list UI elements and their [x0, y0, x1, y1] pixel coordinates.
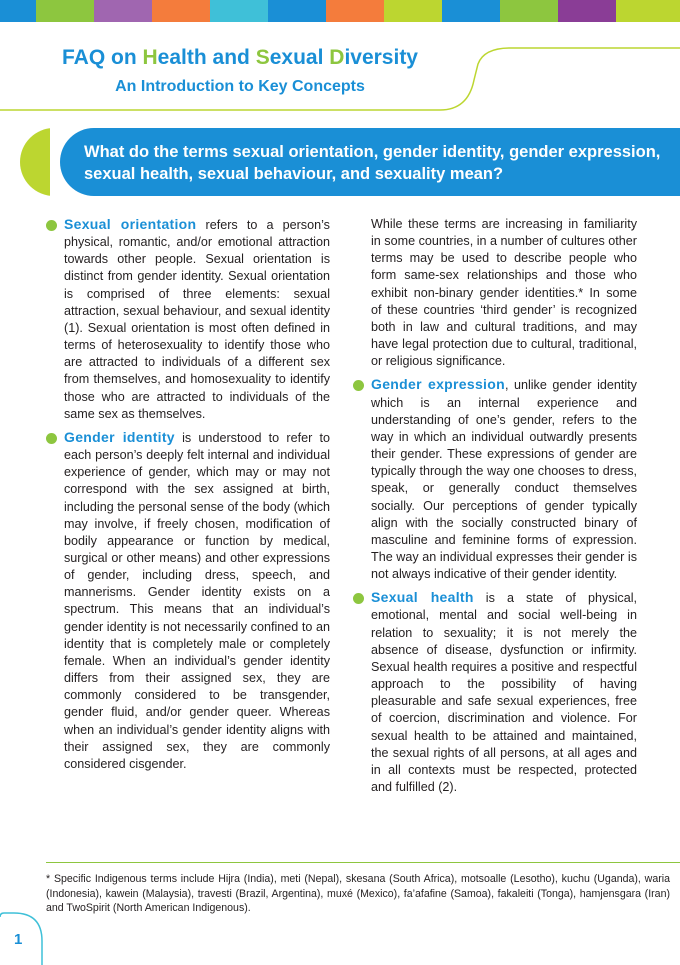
term-sexual-health — [353, 589, 637, 796]
term-definition: refers to a person’s physical, romantic, and/or emotional attraction towards other people. Sexual orientation is distinct from gender identity. Sexual orientation is comprised of three elements: sexual attraction, sexual behaviour, and sexual identity (1). Sexual orientation is most often defined in terms of heterosexuality to identify those who are attracted to individuals of a different sex from themselves, and homosexuality to identify those who are attracted to individuals of the same sex as themselves. — [64, 218, 330, 421]
page-title — [0, 44, 480, 72]
page-subtitle: An Introduction to Key Concepts — [115, 78, 365, 95]
bullet-dot-icon — [46, 433, 57, 444]
title-initial: D — [329, 46, 345, 69]
title-text: iversity — [344, 46, 418, 69]
term-name: Sexual orientation — [64, 216, 197, 232]
gender-identity-continuation: While these terms are increasing in familiarity in some countries, in a number of cultures other terms may be used to describe people who form same-sex relationships and those who exhibit non-binary gender identities.* In some of these countries ‘third gender’ is recognized both in law and cultural traditions, and may have legal protection due to cultural, traditional, or religious significance. — [371, 217, 637, 369]
title-text: ealth and — [157, 46, 256, 69]
page-corner-decoration — [0, 905, 60, 965]
title-text: exual — [269, 46, 330, 69]
term-definition: is a state of physical, emotional, mental and social well-being in relation to sexuality; it is not merely the absence of disease, dysfunction or infirmity. Sexual health requires a positive and respectful approach to the possibility of having pleasurable and safe sexual experiences, free of coercion, discrimination and violence. For sexual health to be attained and maintained, the sexual rights of all persons, at all ages and in all contexts must be respected, protected and fulfilled (2). — [371, 591, 637, 794]
footnote-divider — [46, 862, 680, 863]
title-block — [0, 44, 480, 98]
term-sexual-orientation — [46, 216, 330, 423]
title-text: FAQ on — [62, 46, 143, 69]
left-column — [46, 216, 330, 779]
term-name: Gender expression — [371, 376, 505, 393]
term-name: Sexual health — [371, 589, 474, 606]
title-initial: S — [255, 46, 270, 69]
page-number: 1 — [14, 931, 23, 948]
bullet-dot-icon — [46, 220, 57, 231]
right-column — [353, 216, 637, 802]
bullet-dot-icon — [353, 380, 364, 391]
title-initial: H — [142, 46, 158, 69]
footnote: * Specific Indigenous terms include Hijra (India), meti (Nepal), skesana (South Africa), motsoalle (Lesotho), kuchu (Uganda), waria (Indonesia), kawein (Malaysia), travesti (Brazil, Argentina), muxé (Mexico), fa’afafine (Samoa), fakaleiti (Tonga), hamjensgara (Iran) and TwoSpirit (North American Indigenous). — [46, 873, 670, 914]
term-gender-identity — [46, 429, 330, 773]
term-gender-expression — [353, 376, 637, 583]
question-heading: What do the terms sexual orientation, gender identity, gender expression, sexual health, sexual behaviour, and sexuality mean? — [84, 143, 661, 183]
bullet-dot-icon — [353, 593, 364, 604]
term-definition: is understood to refer to each person’s deeply felt internal and individual experience of gender, which may or may not correspond with the sex assigned at birth, including the personal sense of the body (which may involve, if freely chosen, modification of bodily appearance or function by medical, surgical or other means) and other expressions of gender, including dress, speech, and mannerisms. Gender identity exists on a spectrum. This means that an individual’s gender identity is not necessarily confined to an identity that is completely male or completely female. When an individual’s gender identity differs from their assigned sex, they are commonly considered to be transgender, gender fluid, and/or gender queer. Whereas when an individual’s gender identity aligns with their assigned sex, they are commonly considered cisgender. — [64, 430, 330, 771]
term-definition: , unlike gender identity which is an internal experience and understanding of one’s gender, refers to the way in which an individual outwardly presents their gender. These expressions of gender are typically through the way one chooses to dress, speak, or generally conduct themselves socially. Our perceptions of gender typically align with the socially constructed binary of masculine and feminine forms of expression. The way an individual expresses their gender is not always indicative of their gender identity. — [371, 378, 637, 582]
term-name: Gender identity — [64, 428, 175, 445]
